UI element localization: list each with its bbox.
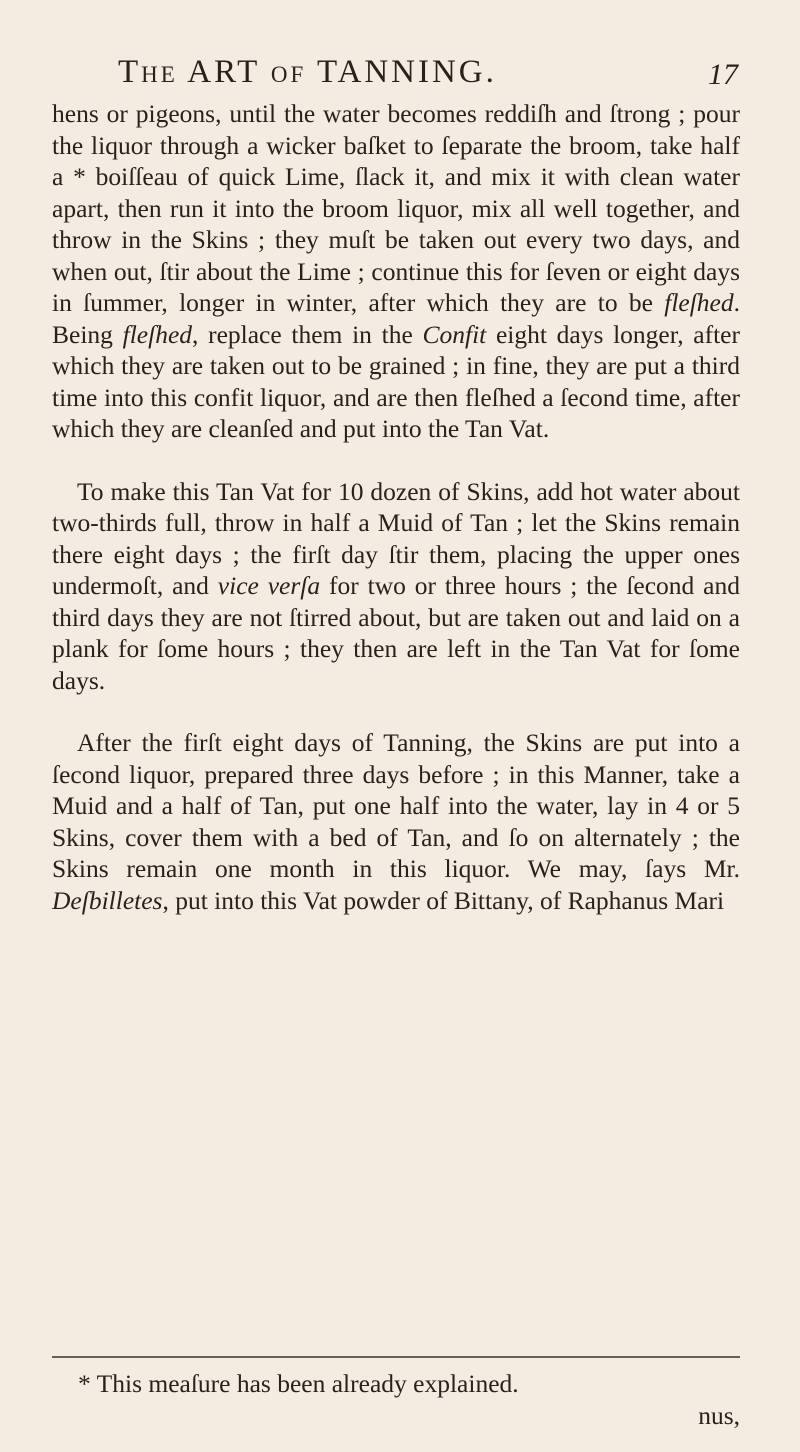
footnote: * This meaſure has been already explained. (78, 1369, 519, 1398)
paragraph-3 (52, 727, 740, 916)
body-text (52, 98, 740, 916)
text-run: for two or three hours ; the ſecond and third days they are not ſtirred about, but are taken out and laid on a plank for ſome hours ; they then are left in the Tan Vat for ſome days. (52, 571, 740, 695)
text-run: hens or pigeons, until the water becomes reddiſh and ſtrong ; pour the liquor through a wicker baſket to ſeparate the broom, take half a * boiſſeau of quick Lime, ſlack it, and mix it with clean water apart, then run it into the broom liquor, mix all well together, and throw in the Skins ; they muſt be taken out every two days, and when out, ſtir about the Lime ; continue this for ſeven or eight days in ſummer, longer in winter, after which they are to be (52, 99, 740, 317)
italic-text: vice verſa (217, 571, 321, 600)
paragraph-1 (52, 98, 740, 445)
text-run: eight days longer, after which they are taken out to be grained ; in fine, they are put a third time into this confit liquor, and are then fleſhed a ſecond time, after which they are cleanſed and put into the Tan Vat. (52, 319, 740, 443)
text-run: . Being (52, 288, 740, 349)
running-title: The ART of TANNING. (118, 54, 497, 90)
text-run: , replace them in the (192, 319, 423, 349)
text-run: To make this Tan Vat for 10 dozen of Skins, add hot water about two-thirds full, throw in half a Muid of Tan ; let the Skins remain there eight days ; the firſt day ſtir them, placing the upper ones undermoſt, and (52, 476, 740, 600)
page-number: 17 (708, 58, 738, 91)
italic-text: fleſhed (664, 288, 734, 317)
paragraph-2 (52, 476, 740, 697)
text-run: , put into this Vat powder of Bittany, of Raphanus Mari (162, 885, 725, 915)
running-head (118, 54, 738, 94)
italic-text: fleſhed (122, 319, 193, 349)
italic-text: Confit (422, 319, 487, 349)
catchword: nus, (698, 1401, 740, 1430)
footnote-rule (52, 1356, 740, 1358)
italic-text: Deſbilletes (52, 885, 163, 915)
text-run: After the firſt eight days of Tanning, the Skins are put into a ſecond liquor, prepared three days before ; in this Manner, take a Muid and a half of Tan, put one half into the water, lay in 4 or 5 Skins, cover them with a bed of Tan, and ſo on alternately ; the Skins remain one month in this liquor. We may, ſays Mr. (52, 728, 740, 883)
